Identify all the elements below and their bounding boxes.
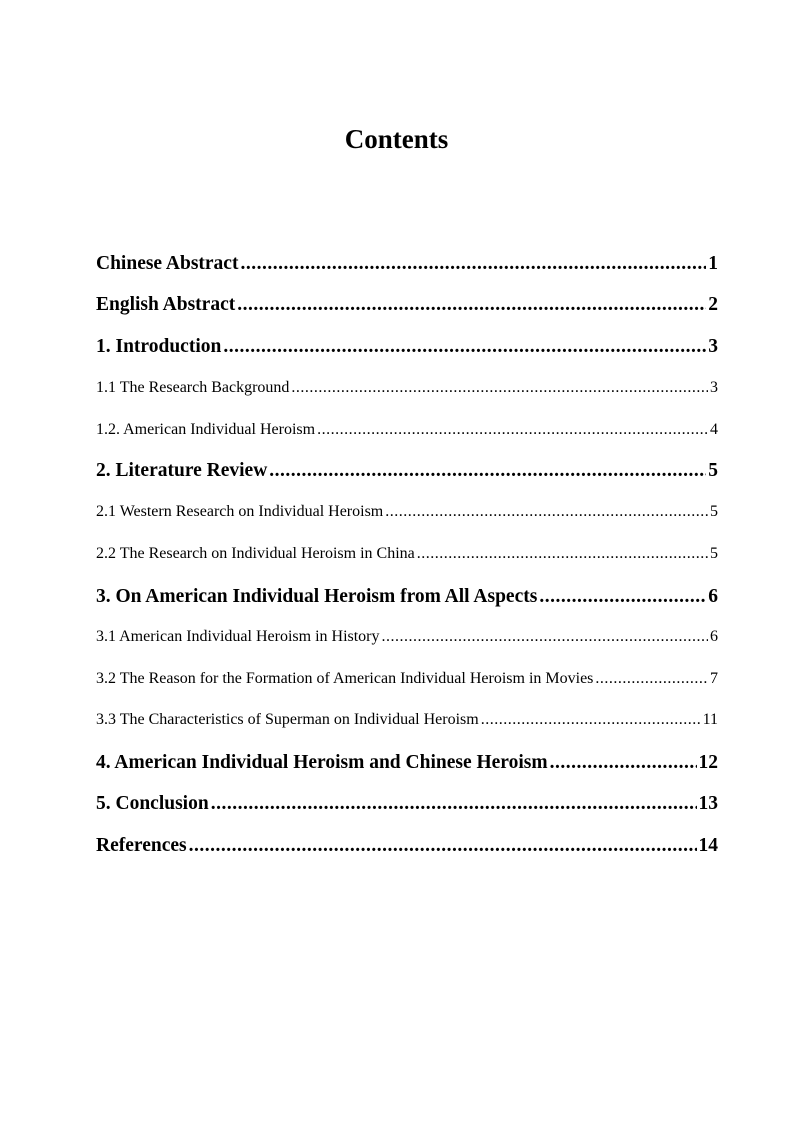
dot-leader xyxy=(382,626,708,648)
toc-entry-label: 5. Conclusion xyxy=(96,793,209,814)
toc-entry-western-research[interactable] xyxy=(96,501,718,523)
toc-entry-page: 11 xyxy=(702,711,718,728)
toc-entry-label: 1. Introduction xyxy=(96,336,222,357)
dot-leader xyxy=(317,419,708,441)
dot-leader xyxy=(550,750,697,776)
dot-leader xyxy=(237,292,706,318)
toc-entry-label: 3.3 The Characteristics of Superman on Individual Heroism xyxy=(96,711,479,728)
toc-entry-english-abstract[interactable] xyxy=(96,292,718,318)
toc-entry-page: 6 xyxy=(710,628,718,645)
dot-leader xyxy=(481,709,701,731)
toc-entry-page: 7 xyxy=(710,670,718,687)
toc-entry-american-individual-heroism[interactable] xyxy=(96,419,718,441)
dot-leader xyxy=(223,334,706,360)
page-title: Contents xyxy=(344,124,449,154)
dot-leader xyxy=(595,668,708,690)
toc-entry-label: 1.2. American Individual Heroism xyxy=(96,421,316,438)
toc-entry-label: References xyxy=(96,835,187,856)
toc-entry-conclusion[interactable] xyxy=(96,791,718,817)
toc-entry-label: 3.2 The Reason for the Formation of American Individual Heroism in Movies xyxy=(96,670,594,687)
toc-entry-page: 1 xyxy=(708,253,718,274)
dot-leader xyxy=(417,543,708,565)
dot-leader xyxy=(211,791,697,817)
toc-entry-all-aspects[interactable] xyxy=(96,584,718,610)
toc-entry-research-background[interactable] xyxy=(96,377,718,399)
toc-entry-reason-for-formation[interactable] xyxy=(96,668,718,690)
toc-entry-label: 3.1 American Individual Heroism in History xyxy=(96,628,380,645)
toc-entry-label: 1.1 The Research Background xyxy=(96,379,290,396)
toc-entry-characteristics-of-superman[interactable] xyxy=(96,709,718,731)
toc-entry-page: 5 xyxy=(710,503,718,520)
dot-leader xyxy=(291,377,708,399)
toc-entry-page: 5 xyxy=(708,460,718,481)
toc-entry-label: 4. American Individual Heroism and Chinese Heroism xyxy=(96,752,548,773)
toc-entry-label: 2.2 The Research on Individual Heroism in China xyxy=(96,545,415,562)
toc-entry-label: Chinese Abstract xyxy=(96,253,239,274)
toc-entry-page: 2 xyxy=(708,294,718,315)
toc-entry-heroism-in-history[interactable] xyxy=(96,626,718,648)
toc-entry-label: 2. Literature Review xyxy=(96,460,268,481)
toc-entry-page: 3 xyxy=(708,336,718,357)
toc-entry-page: 5 xyxy=(710,545,718,562)
toc-entry-label: 2.1 Western Research on Individual Heroism xyxy=(96,503,384,520)
toc-entry-page: 3 xyxy=(710,379,718,396)
toc-entry-american-and-chinese-heroism[interactable] xyxy=(96,750,718,776)
toc-entry-page: 14 xyxy=(698,835,718,856)
toc-entry-chinese-abstract[interactable] xyxy=(96,251,718,277)
toc-entry-page: 13 xyxy=(698,793,718,814)
toc-entry-label: English Abstract xyxy=(96,294,236,315)
toc-entry-page: 6 xyxy=(708,586,718,607)
toc-entry-page: 4 xyxy=(710,421,718,438)
dot-leader xyxy=(539,584,706,610)
toc-entry-research-in-china[interactable] xyxy=(96,543,718,565)
dot-leader xyxy=(385,501,708,523)
dot-leader xyxy=(189,833,697,859)
toc-entry-references[interactable] xyxy=(96,833,718,859)
dot-leader xyxy=(269,458,706,484)
toc-entry-literature-review[interactable] xyxy=(96,458,718,484)
toc-entry-label: 3. On American Individual Heroism from All Aspects xyxy=(96,586,538,607)
toc-entry-introduction[interactable] xyxy=(96,334,718,360)
dot-leader xyxy=(240,251,706,277)
toc-entry-page: 12 xyxy=(698,752,718,773)
